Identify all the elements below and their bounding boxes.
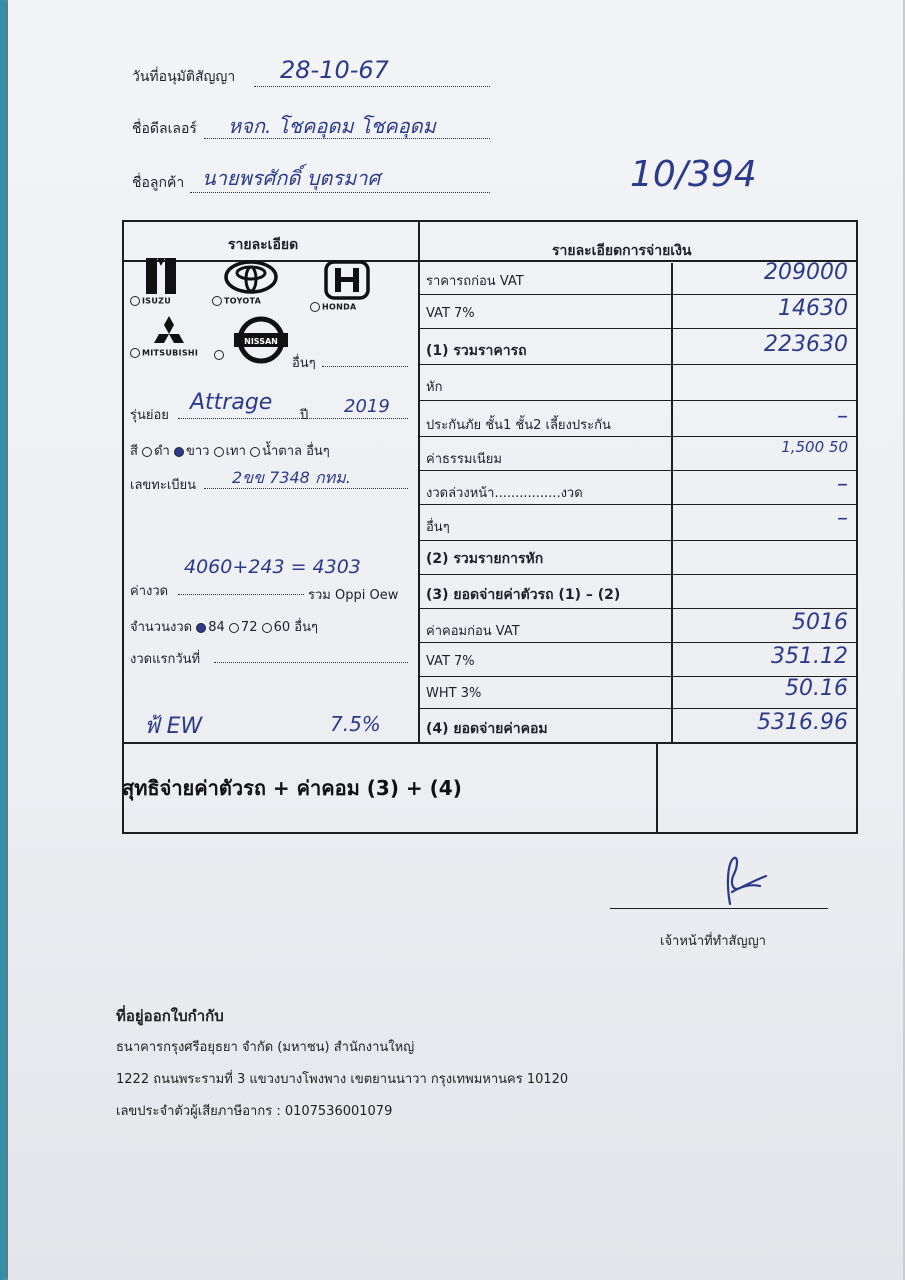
- color-row: สี ดำ ขาว เทา น้ำตาล อื่นๆ: [130, 444, 330, 459]
- payment-row-label: WHT 3%: [426, 686, 482, 701]
- background-edge: [0, 0, 8, 1280]
- dealer-label: ชื่อดีลเลอร์: [132, 121, 197, 137]
- payment-row-label: VAT 7%: [426, 654, 475, 669]
- payment-row-label: ราคารถก่อน VAT: [426, 274, 524, 289]
- payment-row-label: (3) ยอดจ่ายค่าตัวรถ (1) – (2): [426, 587, 621, 603]
- isuzu-logo: [144, 256, 178, 300]
- payment-row-label: งวดล่วงหน้า................งวด: [426, 486, 583, 501]
- first-due-label: งวดแรกวันที่: [130, 652, 201, 667]
- payment-header: รายละเอียดการจ่ายเงิน: [552, 243, 692, 259]
- dealer-value: หจก. โชคอุดม โชคอุดม: [228, 114, 436, 138]
- contract-date-value: 28-10-67: [280, 56, 389, 84]
- other-brand-label: อื่นๆ: [292, 356, 316, 371]
- contract-date-label: วันที่อนุมัติสัญญา: [132, 69, 236, 85]
- mitsubishi-logo: [146, 316, 192, 352]
- note-left: ฟ้ EW: [144, 714, 203, 739]
- payment-row-label: VAT 7%: [426, 306, 475, 321]
- reference-number: 10/394: [630, 154, 757, 195]
- payment-row-value: 5316.96: [757, 710, 848, 735]
- payment-row-value: 50.16: [785, 676, 848, 701]
- payment-row-label: ค่าธรรมเนียม: [426, 452, 502, 467]
- signature-mark: [708, 852, 778, 916]
- footer-tax-id: เลขประจำตัวผู้เสียภาษีอากร : 0107536001079: [116, 1104, 393, 1119]
- payment-row-label: อื่นๆ: [426, 520, 450, 535]
- detail-header: รายละเอียด: [228, 237, 299, 253]
- payment-row-value: 209000: [764, 260, 848, 285]
- payment-row-label: (1) รวมราคารถ: [426, 343, 527, 359]
- nissan-logo: [234, 316, 288, 368]
- svg-text:NISSAN: NISSAN: [244, 337, 278, 346]
- footer-heading: ที่อยู่ออกใบกำกับ: [116, 1007, 224, 1025]
- payment-row-value: 1,500 50: [781, 438, 848, 456]
- payment-row-value: –: [837, 404, 848, 429]
- payment-row-value: 5016: [792, 610, 848, 635]
- plate-value: 2ขข 7348 กทม.: [232, 468, 351, 487]
- payment-row-value: 351.12: [771, 644, 848, 669]
- year-value: 2019: [344, 396, 390, 417]
- payment-row-value: 14630: [778, 296, 848, 321]
- honda-option[interactable]: HONDA: [310, 302, 357, 312]
- customer-label: ชื่อลูกค้า: [132, 175, 185, 191]
- footer-bank: ธนาคารกรุงศรีอยุธยา จำกัด (มหาชน) สำนักงานใหญ่: [116, 1040, 415, 1055]
- toyota-logo: [224, 260, 278, 298]
- payment-row-value: 223630: [764, 332, 848, 357]
- model-value: Attrage: [190, 390, 273, 415]
- signature-title: เจ้าหน้าที่ทำสัญญา: [660, 934, 766, 949]
- customer-value: นายพรศักดิ์ บุตรมาศ: [202, 166, 381, 190]
- payment-row-label: ประกันภัย ชั้น1 ชั้น2 เลี้ยงประกัน: [426, 418, 611, 433]
- toyota-option[interactable]: TOYOTA: [212, 296, 261, 306]
- payment-row-label: (4) ยอดจ่ายค่าคอม: [426, 721, 548, 737]
- mitsubishi-option[interactable]: MITSUBISHI: [130, 348, 198, 358]
- document-page: [8, 0, 903, 1280]
- payment-row-label: (2) รวมรายการหัก: [426, 551, 544, 567]
- installment-label: ค่างวด: [130, 584, 169, 599]
- payment-row-label: ค่าคอมก่อน VAT: [426, 624, 520, 639]
- nissan-option[interactable]: [214, 350, 226, 360]
- payment-row-label: หัก: [426, 380, 443, 395]
- footer-address: 1222 ถนนพระรามที่ 3 แขวงบางโพงพาง เขตยานนาวา กรุงเทพมหานคร 10120: [116, 1072, 569, 1087]
- term-row: จำนวนงวด 84 72 60 อื่นๆ: [130, 620, 318, 635]
- installment-value: 4060+243 = 4303: [184, 556, 361, 578]
- note-right: 7.5%: [330, 712, 381, 736]
- year-label: ปี: [300, 408, 309, 423]
- payment-row-value: –: [837, 472, 848, 497]
- honda-logo: [322, 260, 372, 304]
- plate-label: เลขทะเบียน: [130, 478, 197, 493]
- model-label: รุ่นย่อย: [130, 408, 169, 423]
- isuzu-option[interactable]: ISUZU: [130, 296, 171, 306]
- installment-suffix: รวม Oppi Oew: [308, 588, 399, 603]
- payment-row-value: –: [837, 506, 848, 531]
- net-total-label: สุทธิจ่ายค่าตัวรถ + ค่าคอม (3) + (4): [122, 776, 462, 800]
